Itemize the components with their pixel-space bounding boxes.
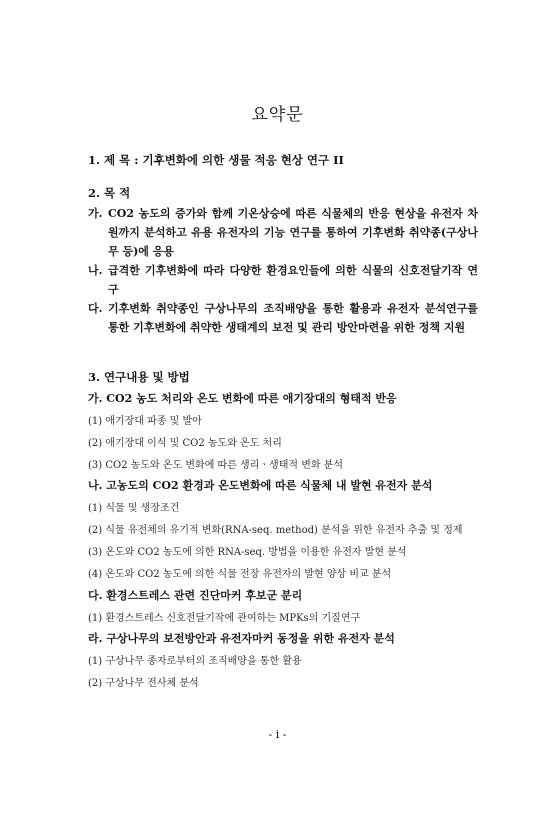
list-item: (3) 온도와 CO2 농도에 의한 RNA-seq. 방법을 이용한 유전자 발현 분석 xyxy=(88,547,407,558)
subsection-na-heading: 나. 고농도의 CO2 환경과 온도변화에 따른 식물체 내 발현 유전자 분석 xyxy=(88,479,433,492)
goal-text: 기후변화 취약종인 구상나무의 조직배양을 통한 활용과 유전자 분석연구를 통한 기후변화에 취약한 생태계의 보전 및 관리 방안마련을 위한 정책 지원 xyxy=(108,302,478,334)
goal-text: CO2 농도의 증가와 함께 기온상승에 따른 식물체의 반응 현상을 유전자 차원까지 분석하고 유용 유전자의 기능 연구를 통하여 기후변화 취약종(구상나무 등)에 응용 xyxy=(108,207,478,258)
list-item: (1) 환경스트레스 신호전달기작에 관여하는 MPKs의 기질연구 xyxy=(88,613,361,624)
list-item: (1) 구상나무 종자로부터의 조직배양을 통한 활용 xyxy=(88,656,302,667)
list-item: (3) CO2 농도와 온도 변화에 따른 생리ㆍ생태적 변화 분석 xyxy=(88,460,344,471)
list-item: (2) 애기장대 이식 및 CO2 농도와 온도 처리 xyxy=(88,438,282,449)
list-item: (1) 애기장대 파종 및 발아 xyxy=(88,416,202,427)
list-item: (4) 온도와 CO2 농도에 의한 식물 전장 유전자의 발현 양상 비교 분석 xyxy=(88,569,392,580)
subsection-ga-heading: 가. CO2 농도 처리와 온도 변화에 따른 애기장대의 형태적 반응 xyxy=(88,392,397,405)
section-2-title: 2. 목 적 xyxy=(88,186,131,200)
goal-marker: 다. xyxy=(88,302,103,315)
list-item: (2) 식물 유전체의 유기적 변화(RNA-seq. method) 분석을 위한 유전자 추출 및 정제 xyxy=(88,525,463,536)
goal-marker: 가. xyxy=(88,207,103,220)
list-item: (2) 구상나무 전사체 분석 xyxy=(88,678,199,689)
goal-text: 급격한 기후변화에 따라 다양한 환경요인들에 의한 식물의 신호전달기작 연구 xyxy=(108,264,478,296)
subsection-ra-heading: 라. 구상나무의 보전방안과 유전자마커 동정을 위한 유전자 분석 xyxy=(88,632,395,645)
section-3-title: 3. 연구내용 및 방법 xyxy=(88,370,190,384)
goal-na xyxy=(88,261,478,299)
goal-marker: 나. xyxy=(88,264,103,277)
subsection-da-heading: 다. 환경스트레스 관련 진단마커 후보군 분리 xyxy=(88,589,303,602)
list-item: (1) 식물 및 생장조건 xyxy=(88,503,180,514)
goal-da xyxy=(88,299,478,337)
section-1-title: 1. 제 목 : 기후변화에 의한 생물 적응 현상 연구 II xyxy=(88,153,344,167)
page-number: - i - xyxy=(268,728,287,741)
goal-ga xyxy=(88,204,478,261)
page-title: 요약문 xyxy=(251,105,304,125)
